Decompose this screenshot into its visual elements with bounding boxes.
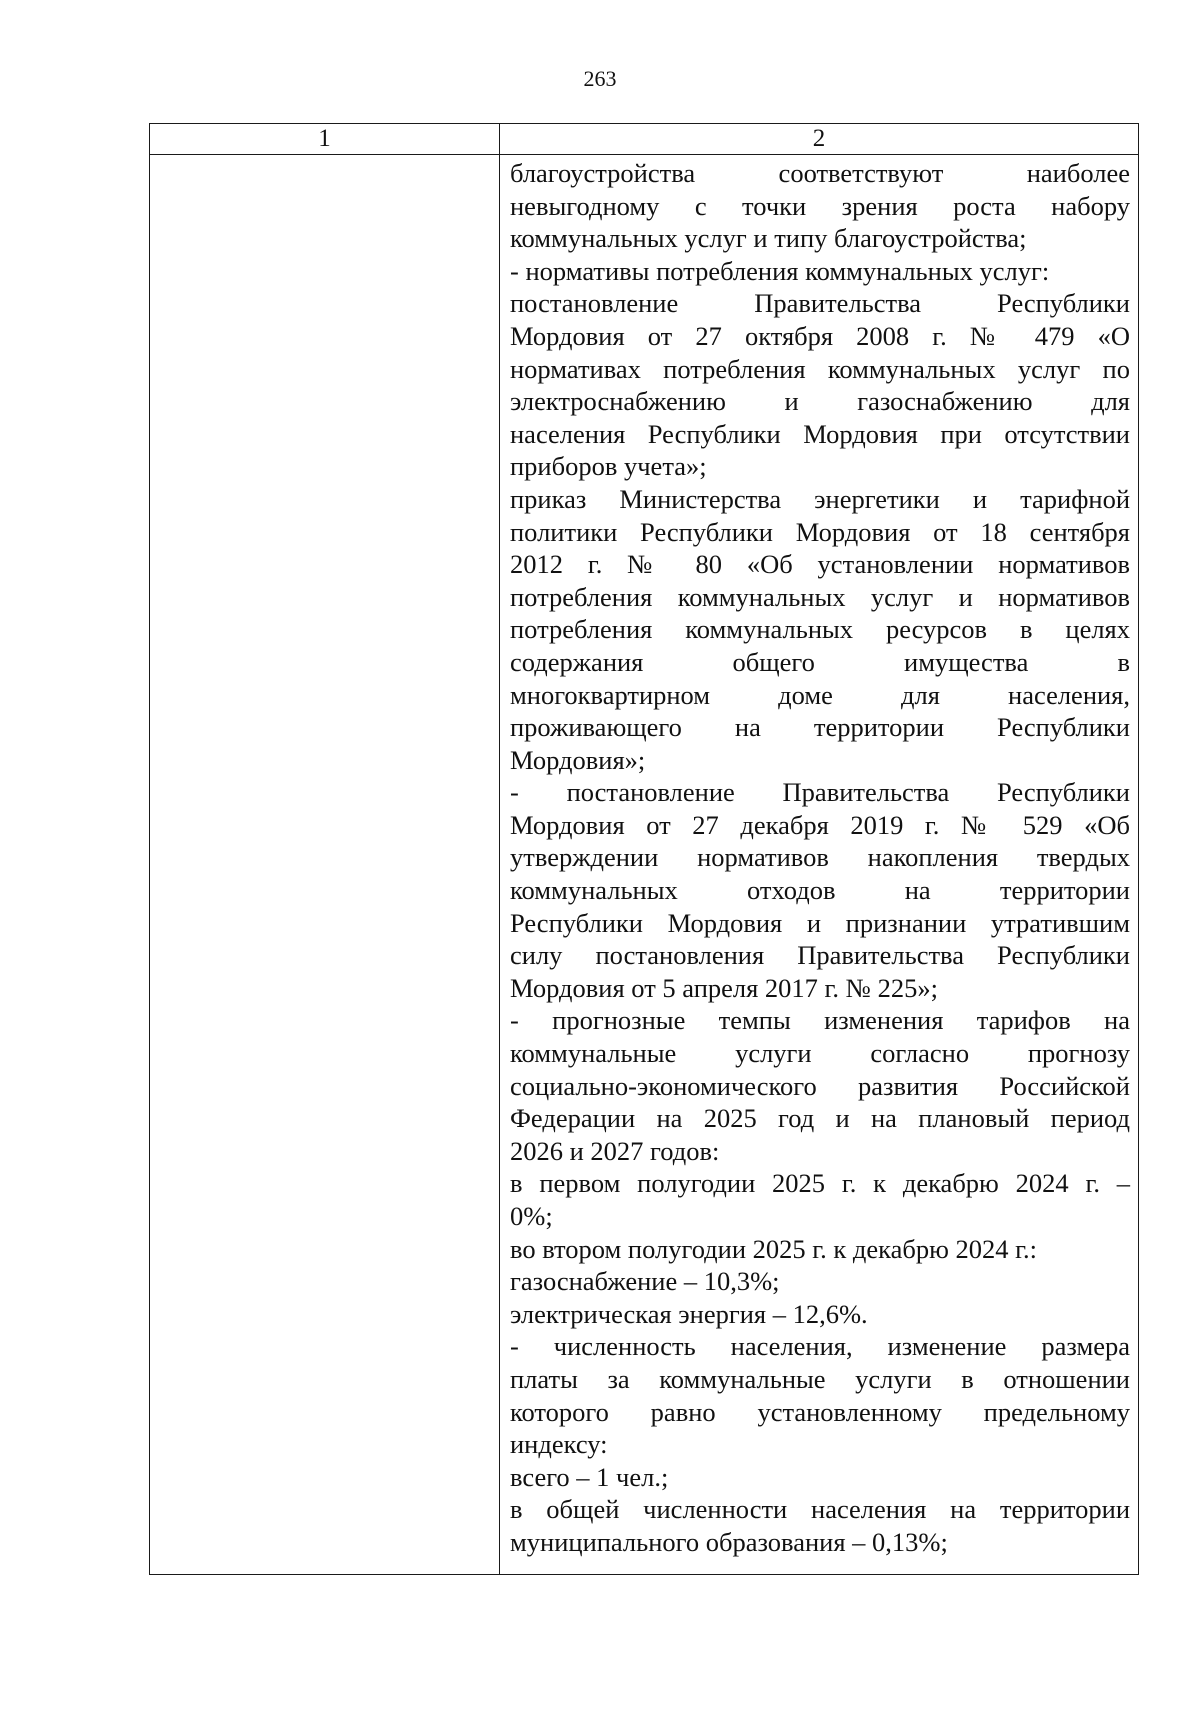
text-line: газоснабжение – 10,3%;: [510, 1266, 780, 1297]
table-cell-col1: [150, 155, 500, 1575]
text-line: населения Республики Мордовия при отсутствии: [510, 418, 1130, 449]
column-header-1: 1: [150, 124, 500, 155]
text-line: электрическая энергия – 12,6%.: [510, 1298, 868, 1329]
text-line: Федерации на 2025 год и на плановый период: [510, 1103, 1130, 1134]
text-line: электроснабжению и газоснабжению для: [510, 386, 1130, 417]
text-line: Республики Мордовия и признании утратившим: [510, 907, 1130, 938]
text-line: - прогнозные темпы изменения тарифов на: [510, 1005, 1130, 1036]
text-line: социально-экономического развития Российской: [510, 1070, 1130, 1101]
text-line: коммунальных отходов на территории: [510, 875, 1130, 906]
text-line: проживающего на территории Республики: [510, 712, 1130, 743]
text-line: утверждении нормативов накопления твердых: [510, 842, 1130, 873]
text-line: приборов учета»;: [510, 451, 707, 482]
text-line: во втором полугодии 2025 г. к декабрю 2024 г.:: [510, 1233, 1038, 1264]
column-header-2: 2: [500, 124, 1139, 155]
text-line: 2012 г. № 80 «Об установлении нормативов: [510, 549, 1130, 580]
text-line: в первом полугодии 2025 г. к декабрю 2024 г. –: [510, 1168, 1130, 1199]
text-line: 2026 и 2027 годов:: [510, 1135, 720, 1166]
text-line: которого равно установленному предельному: [510, 1396, 1130, 1427]
text-line: в общей численности населения на территории: [510, 1494, 1130, 1525]
text-line: Мордовия»;: [510, 744, 646, 775]
table-cell-col2: [500, 155, 1139, 1575]
text-line: платы за коммунальные услуги в отношении: [510, 1363, 1130, 1394]
page-number: 263: [583, 66, 617, 91]
text-line: коммунальные услуги согласно прогнозу: [510, 1038, 1130, 1069]
text-line: потребления коммунальных услуг и нормативов: [510, 581, 1130, 612]
text-line: - нормативы потребления коммунальных услуг:: [510, 255, 1050, 286]
text-line: силу постановления Правительства Республики: [510, 940, 1130, 971]
text-line: постановление Правительства Республики: [510, 288, 1130, 319]
text-line: нормативах потребления коммунальных услуг по: [510, 353, 1130, 384]
table-row: [150, 155, 1139, 1575]
text-line: - постановление Правительства Республики: [510, 777, 1130, 808]
text-line: Мордовия от 27 октября 2008 г. № 479 «О: [510, 320, 1130, 351]
text-line: содержания общего имущества в: [510, 646, 1130, 677]
text-line: - численность населения, изменение размера: [510, 1331, 1130, 1362]
text-line: потребления коммунальных ресурсов в целях: [510, 614, 1130, 645]
text-line: коммунальных услуг и типу благоустройства;: [510, 223, 1027, 254]
text-line: благоустройства соответствуют наиболее: [510, 158, 1130, 188]
text-line: многоквартирном доме для населения,: [510, 679, 1130, 710]
text-line: Мордовия от 5 апреля 2017 г. № 225»;: [510, 972, 938, 1003]
text-line: политики Республики Мордовия от 18 сентября: [510, 516, 1130, 547]
table-header-row: [150, 124, 1139, 155]
text-line: приказ Министерства энергетики и тарифной: [510, 483, 1130, 514]
text-line: всего – 1 чел.;: [510, 1461, 669, 1492]
text-line: муниципального образования – 0,13%;: [510, 1526, 948, 1557]
text-line: индексу:: [510, 1429, 608, 1460]
document-table: [149, 123, 1139, 1575]
text-line: 0%;: [510, 1201, 553, 1231]
cell-text-block: [500, 155, 1138, 1559]
text-line: невыгодному с точки зрения роста набору: [510, 190, 1130, 221]
text-line: Мордовия от 27 декабря 2019 г. № 529 «Об: [510, 809, 1130, 840]
